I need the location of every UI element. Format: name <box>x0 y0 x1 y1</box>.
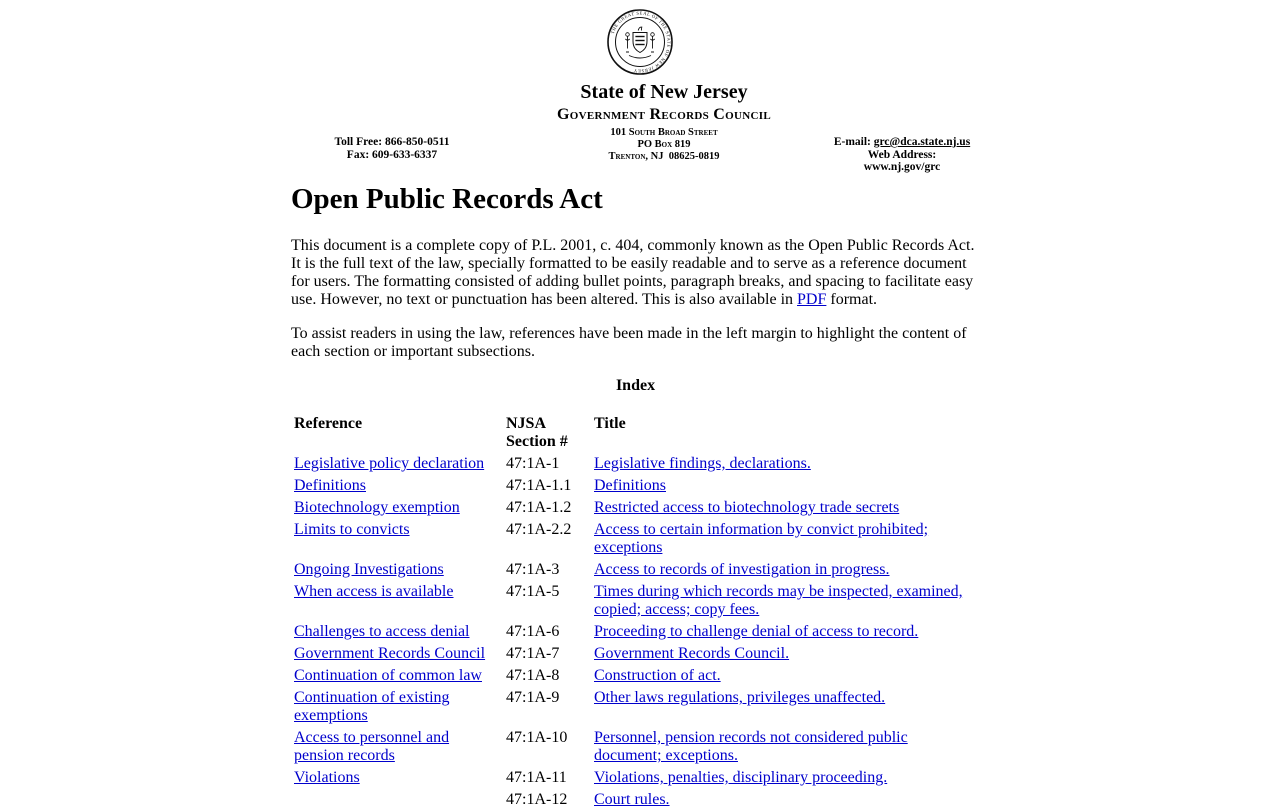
index-row <box>293 560 980 580</box>
njsa-section-cell: 47:1A-6 <box>506 623 560 640</box>
nj-state-seal-icon <box>606 8 674 76</box>
agency-address-block <box>557 80 771 163</box>
title-cell <box>593 520 980 558</box>
index-table <box>291 412 982 812</box>
title-cell <box>593 768 980 788</box>
reference-cell <box>293 622 503 642</box>
org-name: Government Records Council <box>557 106 771 123</box>
reference-cell <box>293 790 503 810</box>
index-row <box>293 582 980 620</box>
reference-link[interactable]: Biotechnology exemption <box>294 499 460 516</box>
index-row <box>293 498 980 518</box>
index-row <box>293 454 980 474</box>
section-title-link[interactable]: Access to records of investigation in progress. <box>594 561 890 578</box>
pdf-link[interactable]: PDF <box>797 291 827 308</box>
reference-link[interactable]: Continuation of common law <box>294 667 482 684</box>
njsa-section-cell: 47:1A-1.2 <box>506 499 572 516</box>
fax-number: Fax: 609-633-6337 <box>346 148 438 161</box>
title-cell <box>593 622 980 642</box>
index-row <box>293 520 980 558</box>
njsa-section-cell: 47:1A-12 <box>506 791 568 808</box>
title-cell <box>593 582 980 620</box>
reference-link[interactable]: Limits to convicts <box>294 521 410 538</box>
section-title-link[interactable]: Definitions <box>594 477 666 494</box>
col-header-title: Title <box>594 415 626 432</box>
intro-paragraph-2: To assist readers in using the law, references have been made in the left margin to highlight the content of each section or important subsections. <box>291 325 967 360</box>
reference-link[interactable]: Access to personnel and pension records <box>294 729 450 764</box>
reference-cell <box>293 520 503 558</box>
section-title-link[interactable]: Government Records Council. <box>594 645 790 662</box>
email-label: E-mail: <box>833 136 874 148</box>
reference-cell <box>293 476 503 496</box>
njsa-section-cell: 47:1A-11 <box>506 769 567 786</box>
njsa-section-cell: 47:1A-5 <box>506 583 560 600</box>
reference-cell <box>293 768 503 788</box>
njsa-section-cell: 47:1A-7 <box>506 645 560 662</box>
index-row <box>293 622 980 642</box>
reference-link[interactable]: Continuation of existing exemptions <box>294 689 450 724</box>
reference-link[interactable]: Ongoing Investigations <box>294 561 444 578</box>
index-row <box>293 768 980 788</box>
section-title-link[interactable]: Proceeding to challenge denial of access to record. <box>594 623 919 640</box>
street-address <box>557 127 771 163</box>
reference-link[interactable]: Definitions <box>294 477 366 494</box>
svg-text:THE GREAT SEAL OF THE STATE OF: THE GREAT SEAL OF THE STATE OF NEW JERSEY <box>609 10 672 74</box>
section-title-link[interactable]: Access to certain information by convict prohibited; exceptions <box>594 521 929 556</box>
col-header-reference: Reference <box>294 415 363 432</box>
col-header-njsa: NJSA Section # <box>506 415 568 450</box>
index-heading: Index <box>615 377 656 394</box>
njsa-section-cell: 47:1A-1.1 <box>506 477 572 494</box>
reference-cell <box>293 454 503 474</box>
title-cell <box>593 498 980 518</box>
reference-link[interactable]: Challenges to access denial <box>294 623 470 640</box>
reference-link[interactable]: Government Records Council <box>294 645 486 662</box>
section-title-link[interactable]: Times during which records may be inspected, examined, copied; access; copy fees. <box>594 583 963 618</box>
reference-link[interactable]: Legislative policy declaration <box>294 455 485 472</box>
index-row <box>293 476 980 496</box>
index-row <box>293 644 980 664</box>
section-title-link[interactable]: Other laws regulations, privileges unaffected. <box>594 689 886 706</box>
section-title-link[interactable]: Construction of act. <box>594 667 721 684</box>
index-row <box>293 688 980 726</box>
document-body <box>291 183 980 812</box>
email-link[interactable]: grc@dca.state.nj.us <box>873 136 971 148</box>
state-name: State of New Jersey <box>580 81 748 103</box>
reference-cell <box>293 688 503 726</box>
intro-paragraph-1 <box>291 237 980 309</box>
title-cell <box>593 688 980 726</box>
index-row <box>293 728 980 766</box>
intro-p1-text: This document is a complete copy of P.L. 2001, c. 404, commonly known as the Open Public Records Act. It is the full text of the law, specially formatted to be easily readable and to serve as a reference document for users. The formatting consisted of adding bullet points, paragraph breaks, and spacing to facilitate easy use. However, no text or punctuation has been altered. This is also available in <box>291 237 975 308</box>
index-header-row <box>293 414 980 452</box>
title-cell <box>593 560 980 580</box>
toll-free-number: Toll Free: 866-850-0511 <box>334 136 450 148</box>
section-title-link[interactable]: Violations, penalties, disciplinary proceeding. <box>594 769 888 786</box>
address-line: 101 South Broad Street <box>610 127 718 138</box>
address-line: Trenton, NJ 08625-0819 <box>608 151 720 162</box>
phone-contact-block <box>335 136 450 161</box>
reference-link[interactable]: Violations <box>294 769 360 786</box>
intro-p1-tail: format. <box>826 291 878 308</box>
reference-cell <box>293 666 503 686</box>
njsa-section-cell: 47:1A-9 <box>506 689 560 706</box>
title-cell <box>593 790 980 810</box>
title-cell <box>593 728 980 766</box>
section-title-link[interactable]: Personnel, pension records not considered public document; exceptions. <box>594 729 908 764</box>
reference-cell <box>293 644 503 664</box>
letterhead <box>0 0 1280 175</box>
web-address-url: www.nj.gov/grc <box>863 161 941 173</box>
title-cell <box>593 454 980 474</box>
web-address-label: Web Address: <box>867 148 937 161</box>
address-line: PO Box 819 <box>637 139 691 150</box>
reference-cell <box>293 498 503 518</box>
njsa-section-cell: 47:1A-8 <box>506 667 560 684</box>
online-contact-block <box>834 136 970 174</box>
reference-cell <box>293 560 503 580</box>
reference-cell <box>293 582 503 620</box>
page-title: Open Public Records Act <box>291 183 603 215</box>
section-title-link[interactable]: Court rules. <box>594 791 670 808</box>
njsa-section-cell: 47:1A-1 <box>506 455 560 472</box>
reference-link[interactable]: When access is available <box>294 583 454 600</box>
reference-cell <box>293 728 503 766</box>
index-row <box>293 666 980 686</box>
email-line <box>834 136 970 149</box>
title-cell <box>593 476 980 496</box>
section-title-link[interactable]: Legislative findings, declarations. <box>594 455 811 472</box>
njsa-section-cell: 47:1A-3 <box>506 561 560 578</box>
title-cell <box>593 666 980 686</box>
njsa-section-cell: 47:1A-10 <box>506 729 568 746</box>
section-title-link[interactable]: Restricted access to biotechnology trade secrets <box>594 499 900 516</box>
njsa-section-cell: 47:1A-2.2 <box>506 521 572 538</box>
index-row <box>293 790 980 810</box>
title-cell <box>593 644 980 664</box>
